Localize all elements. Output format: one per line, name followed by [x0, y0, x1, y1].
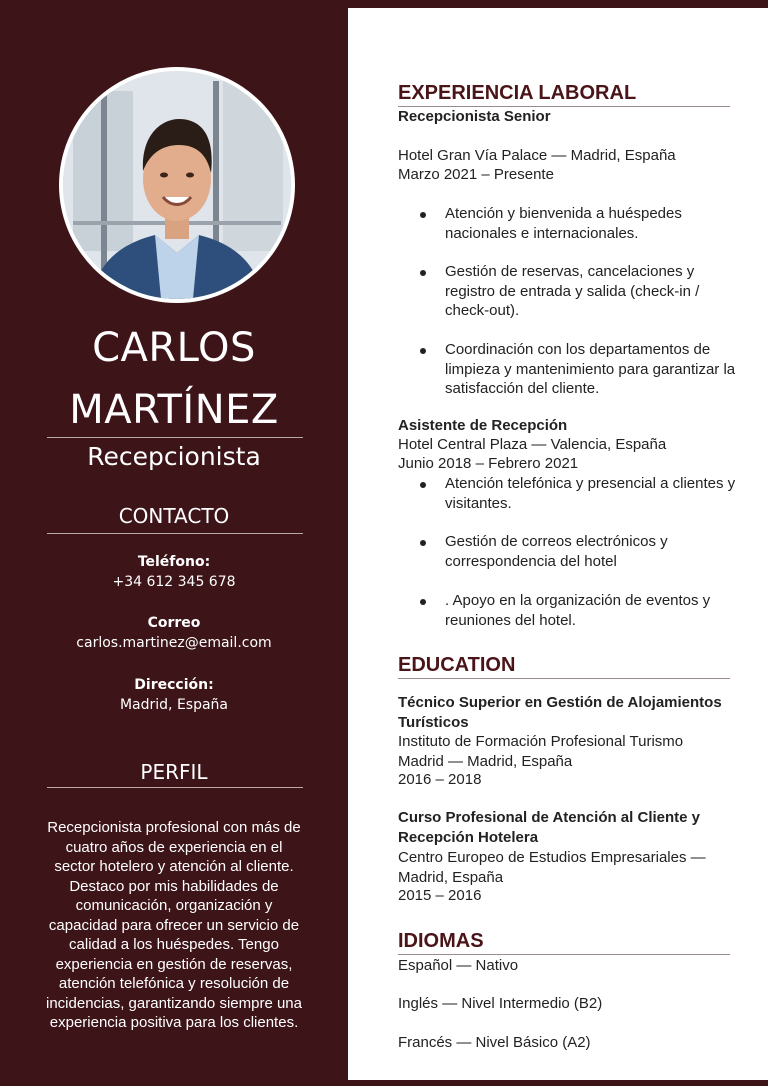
experience-heading: EXPERIENCIA LABORAL [398, 81, 730, 107]
divider [47, 533, 303, 534]
bullet-dot [420, 348, 426, 354]
main-panel [348, 8, 768, 1080]
job-bullet: Atención telefónica y presencial a clientes y visitantes. [445, 475, 736, 512]
phone-label: Teléfono: [137, 554, 211, 570]
education-institution: Instituto de Formación Profesional Turismo Madrid — Madrid, España [398, 733, 684, 770]
job-dates: Marzo 2021 – Presente [398, 166, 554, 183]
education-dates: 2016 – 2018 [398, 771, 482, 788]
education-heading: EDUCATION [398, 653, 730, 679]
profile-photo [63, 71, 291, 299]
address-label: Dirección: [134, 677, 214, 693]
job-bullet: Coordinación con los departamentos de limpieza y mantenimiento para garantizar la satisfacción del cliente. [445, 341, 736, 397]
job-bullet: . Apoyo en la organización de eventos y reuniones del hotel. [445, 592, 711, 629]
email-value: carlos.martinez@email.com [76, 635, 272, 651]
sidebar [0, 0, 348, 1086]
bullet-dot [420, 482, 426, 488]
address-value: Madrid, España [119, 697, 229, 713]
candidate-name [0, 317, 348, 441]
education-title: Curso Profesional de Atención al Cliente y Recepción Hotelera [398, 809, 701, 846]
bullet-dot [420, 540, 426, 546]
languages-heading: IDIOMAS [398, 929, 730, 955]
profile-heading: PERFIL [140, 760, 208, 784]
language-item: Inglés — Nivel Intermedio (B2) [398, 995, 603, 1012]
job-company: Hotel Central Plaza — Valencia, España [398, 436, 667, 453]
language-item: Francés — Nivel Básico (A2) [398, 1034, 591, 1051]
profile-photo-illustration [63, 71, 291, 299]
job-dates: Junio 2018 – Febrero 2021 [398, 455, 579, 472]
education-institution: Centro Europeo de Estudios Empresariales — Madrid, España [398, 849, 706, 886]
job-bullet: Gestión de correos electrónicos y correspondencia del hotel [445, 533, 668, 570]
language-item: Español — Nativo [398, 957, 519, 974]
bullet-dot [420, 270, 426, 276]
profile-photo-frame [59, 67, 295, 303]
education-title: Técnico Superior en Gestión de Alojamientos Turísticos [398, 694, 722, 731]
divider [47, 787, 303, 788]
job-title: Asistente de Recepción [398, 417, 568, 434]
divider [47, 437, 303, 438]
job-title: Recepcionista Senior [398, 108, 551, 125]
profile-summary: Recepcionista profesional con más de cuatro años de experiencia en el sector hotelero y atención al cliente. Destaco por mis habilidades de comunicación, organización y capacidad para ofrecer un servicio de calidad a los huéspedes. Tengo experiencia en gestión de reservas, atención telefónica y resolución de incidencias, garantizando siempre una experiencia positiva para los clientes. [46, 819, 302, 1031]
job-bullet: Atención y bienvenida a huéspedes nacionales e internacionales. [445, 205, 682, 242]
job-company: Hotel Gran Vía Palace — Madrid, España [398, 147, 676, 164]
name-first: CARLOS [92, 325, 256, 371]
job-bullet: Gestión de reservas, cancelaciones y registro de entrada y salida (check-in / check-out). [445, 263, 700, 319]
contact-heading: CONTACTO [118, 504, 230, 528]
bullet-dot [420, 212, 426, 218]
phone-value: +34 612 345 678 [112, 574, 236, 590]
education-dates: 2015 – 2016 [398, 887, 482, 904]
bullet-dot [420, 599, 426, 605]
job-role: Recepcionista [87, 442, 261, 471]
name-last: MARTÍNEZ [69, 387, 279, 433]
email-label: Correo [147, 615, 201, 631]
